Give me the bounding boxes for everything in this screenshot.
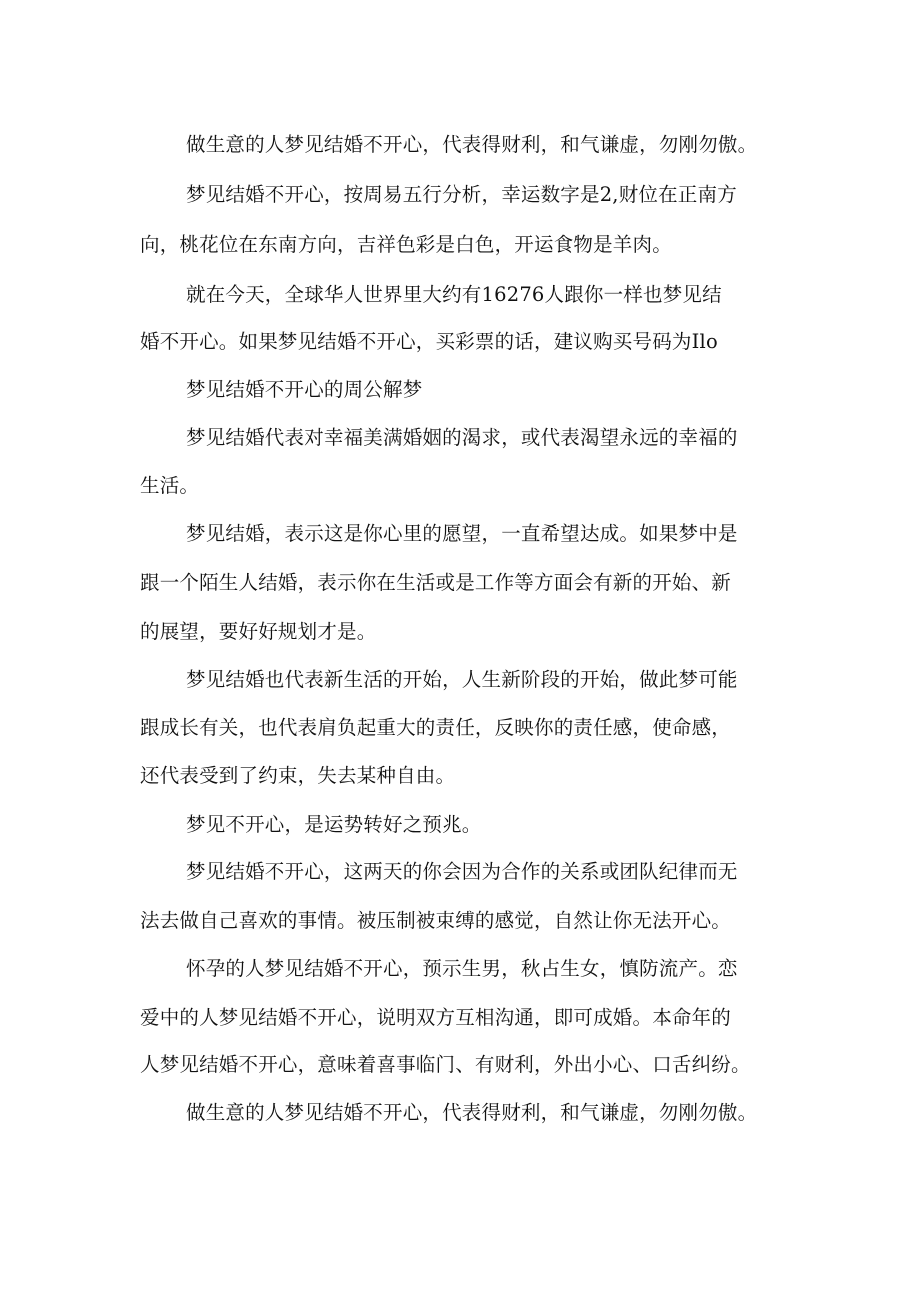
paragraph-line: 的展望，要好好规划才是。 (140, 620, 377, 643)
paragraph-line: 向，桃花位在东南方向，吉祥色彩是白色，开运食物是羊肉。 (140, 233, 672, 256)
paragraph-line: 就在今天，全球华人世界里大约有16276人跟你一样也梦见结 (186, 283, 722, 306)
paragraph-line: 人梦见结婚不开心，意味着喜事临门、有财利，外出小心、口舌纠纷。 (140, 1053, 751, 1076)
paragraph-line: 怀孕的人梦见结婚不开心，预示生男，秋占生女，慎防流产。恋 (186, 957, 738, 980)
paragraph-line: 梦见结婚代表对幸福美满婚姻的渴求，或代表渴望永远的幸福的 (186, 426, 738, 449)
paragraph-line: 做生意的人梦见结婚不开心，代表得财利，和气谦虚，勿刚勿傲。 (186, 1101, 758, 1124)
paragraph-line: 婚不开心。如果梦见结婚不开心，买彩票的话，建议购买号码为Ilo (140, 330, 718, 353)
paragraph-line: 做生意的人梦见结婚不开心，代表得财利，和气谦虚，勿刚勿傲。 (186, 133, 758, 156)
paragraph-line: 跟成长有关，也代表肩负起重大的责任，反映你的责任感，使命感， (140, 716, 732, 739)
paragraph-line: 爱中的人梦见结婚不开心，说明双方互相沟通，即可成婚。本命年的 (140, 1006, 732, 1029)
paragraph-line: 生活。 (140, 474, 200, 497)
paragraph-line: 梦见不开心，是运势转好之预兆。 (186, 813, 482, 836)
paragraph-line: 跟一个陌生人结婚，表示你在生活或是工作等方面会有新的开始、新 (140, 571, 732, 594)
section-heading: 梦见结婚不开心的周公解梦 (186, 378, 423, 401)
paragraph-line: 梦见结婚不开心，按周易五行分析，幸运数字是2,财位在正南方 (186, 183, 737, 206)
paragraph-line: 梦见结婚，表示这是你心里的愿望，一直希望达成。如果梦中是 (186, 522, 738, 545)
paragraph-line: 梦见结婚也代表新生活的开始，人生新阶段的开始，做此梦可能 (186, 668, 738, 691)
paragraph-line: 梦见结婚不开心，这两天的你会因为合作的关系或团队纪律而无 (186, 860, 738, 883)
paragraph-line: 还代表受到了约束，失去某种自由。 (140, 764, 456, 787)
paragraph-line: 法去做自己喜欢的事情。被压制被束缚的感觉，自然让你无法开心。 (140, 909, 732, 932)
